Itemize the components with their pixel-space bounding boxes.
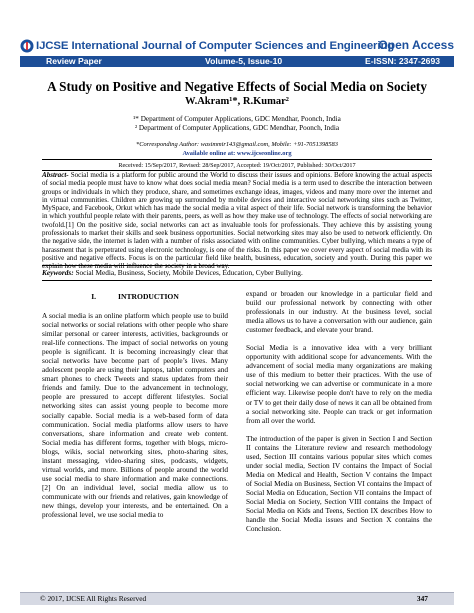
intro-paragraph-2: expand or broaden our knowledge in a particular field and build our professional network by connecting with other professionals in our industry. At the business level, social media allows us to have a conversation with our audience, gain customer feedback, and elevate your brand. [246,289,432,335]
keywords-text: Social Media, Business, Society, Mobile Devices, Education, Cyber Bullying. [73,268,303,277]
available-online: Available online at: www.ijcseonline.org [182,150,292,157]
abstract [42,171,432,271]
affiliation-2: ² Department of Computer Applications, GDC Mendhar, Poonch, India [134,124,340,132]
paper-authors: W.Akram¹*, R.Kumar² [185,96,289,107]
eissn: E-ISSN: 2347-2693 [365,56,440,66]
abstract-label: Abstract- [42,171,69,179]
page-number: 347 [416,594,428,603]
open-access-label: Open Access [378,38,454,52]
journal-title: IJCSE International Journal of Computer Sciences and Engineering [36,40,395,52]
journal-header [20,38,454,56]
divider-abstract [42,265,432,266]
volume-issue: Volume-5, Issue-10 [205,56,283,66]
paper-title: A Study on Positive and Negative Effects of Social Media on Society [47,79,427,94]
intro-paragraph-1: A social media is an online platform which people use to build social networks or social relations with other people who share similar personal or career interests, activities, backgrounds or real-life connections. The impact of social networks on young people is significant. It is becoming increasingly clear that social networks have become part of people’s lives. Many adolescent people are using their laptops, tablet computers and smart phones to check Tweets and status updates from their friends and family. Due to the advancement in technology, people are pressured to accept different lifestyles. Social networking sites can assist young people to become more socially capable. Social media is a web-based form of data communication. Social media platforms allow users to have conversations, share information and create web content. Social media has different forms, together with blogs, micro-blogs, wikis, social networking sites, photo-sharing sites, instant messaging, video-sharing sites, podcasts, widgets, virtual worlds, and more. Billions of people around the world use social media to share information and make connections.[2] On an individual level, social media allow us to communicate with our friends and relatives, gain knowledge of new things, develop your interests, and be entertained. On a professional level, we use social media to [42,311,228,520]
paper-type: Review Paper [46,56,102,66]
keywords-label: Keywords: [42,268,74,277]
divider-top [42,159,432,160]
abstract-text: Social media is a platform for public around the World to discuss their issues and opinions. Before knowing the actual aspects of social media people must have to know what does social media mean? Social media is a term used to describe the interaction between groups or individuals in which they produce, share, and sometimes exchange ideas, images, videos and many more over the internet and in virtual communities. Children are growing up surrounded by mobile devices and interactive social networking sites such as Twitter, MySpace, and Facebook, Orkut which has made the social media a vital aspect of their life. Social network is transforming the behavior in which youthful people relate with their parents, peers, as well as how they make use of technology. The effects of social networking are twofold.[1] On the positive side, social networks can act as invaluable tools for professionals. They achieve this by assisting young professionals to market their skills and seek business opportunities. Social networking sites may also be used to network efficiently. On the negative side, the internet is laden with a number of risks associated with online communities. Cyber bullying, which means a type of harassment that is perpetrated using electronic technology, is one of the risks. In this paper we cover every aspect of social media with its positive and negative effects. Focus is on the particular field like health, business, education, society and youth. During this paper we explain how these media will influence the society in a broad way. [42,171,432,271]
affiliation-1: ¹* Department of Computer Applications, GDC Mendhar, Poonch, India [133,115,341,123]
section-heading-introduction: I. INTRODUCTION [91,292,179,301]
body-column-left [42,311,228,528]
journal-logo-icon [20,39,34,53]
intro-paragraph-4: The introduction of the paper is given in Section I and Section II contains the Literature review and research methodology used, Section III contains various popular sites which comes under social media, Section IV contains the Impact of Social Media on Medical and Health, Section V contains the Impact of Social Media on Business, Section VI contains the Impact of Social Media on Education, Section VII contains the Impact of Social Media on Society, Section VIII contains the Impact of Social Media on Kids and Teens, Section IX describes How to handle the Social Media issues and Section X contains the Conclusion. [246,433,432,534]
intro-paragraph-3: Social Media is a innovative idea with a very brilliant opportunity with additional scope for advancements. With the advancement of social media many organizations are making use of this medium to better their practices. With the use of social networking we can advertise or communicate in a more efficient way. Likewise people don't have to rely on the media or TV to get their daily dose of news it can all be obtained from a social networking site. People can track or get information from all over the world. [246,343,432,425]
page-footer [20,592,454,605]
journal-info-band [20,56,454,67]
copyright: © 2017, IJCSE All Rights Reserved [40,594,147,603]
submission-dates: Received: 15/Sep/2017, Revised: 28/Sep/2017, Accepted: 19/Oct/2017, Published: 30/Oct/2017 [118,162,356,169]
corresponding-author: *Corresponding Author: wasimmir143@gmail.com, Mobile: +91-7051398583 [136,141,338,148]
divider-keywords [42,280,432,281]
keywords [42,268,432,277]
body-column-right [246,289,432,542]
